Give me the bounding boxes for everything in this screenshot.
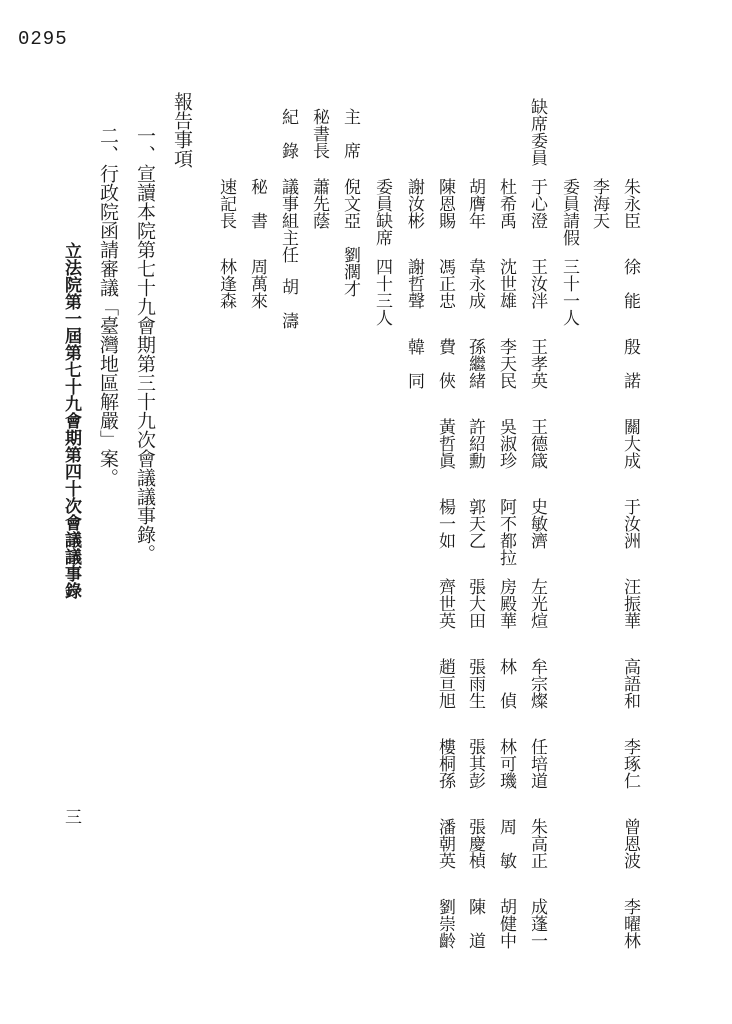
member-name: 王德箴: [527, 418, 547, 469]
secretary-title: 秘 書: [247, 178, 267, 229]
member-name: 吳淑珍: [496, 418, 516, 469]
member-name: 趙亘旭: [435, 658, 455, 709]
member-name: 李曜林: [620, 898, 640, 949]
member-name: 任培道: [527, 738, 547, 789]
member-name: 張其彭: [465, 738, 485, 789]
member-name: 于心澄: [527, 178, 547, 229]
member-name: 牟宗燦: [527, 658, 547, 709]
secretary-name: 周萬來: [247, 258, 267, 309]
member-name: 齊世英: [435, 578, 455, 629]
stenographer-name: 林逢森: [216, 258, 236, 309]
record-name: 胡 濤: [278, 278, 298, 329]
member-name: 胡健中: [496, 898, 516, 949]
member-name: 朱永臣: [620, 178, 640, 229]
report-item: 一、宣讀本院第七十九會期第三十九次會議議事錄。: [134, 126, 156, 563]
member-name: 楊一如: [435, 498, 455, 549]
absent-heading: 缺席委員: [527, 98, 547, 166]
secretary-general-name: 蕭先蔭: [309, 178, 329, 229]
member-name: 李天民: [496, 338, 516, 389]
member-name: 謝汝彬: [404, 178, 424, 229]
member-name: 李琢仁: [620, 738, 640, 789]
member-name: 左光煊: [527, 578, 547, 629]
member-name: 樓桐孫: [435, 738, 455, 789]
leave-label: 委員請假: [559, 178, 579, 246]
document-title: 立法院第一屆第七十九會期第四十次會議議事錄: [61, 242, 81, 599]
record-label: 紀 錄: [278, 108, 298, 159]
member-name: 殷 諾: [620, 338, 640, 389]
member-name: 孫繼緒: [465, 338, 485, 389]
member-name: 張大田: [465, 578, 485, 629]
report-heading: 報告事項: [171, 92, 193, 168]
member-name: 于汝洲: [620, 498, 640, 549]
member-name: 沈世雄: [496, 258, 516, 309]
member-name: 韓 同: [404, 338, 424, 389]
page-footer-number: 三: [61, 808, 81, 825]
leave-count: 三十一人: [559, 258, 579, 326]
member-name: 曾恩波: [620, 818, 640, 869]
member-name: 阿不都拉: [496, 498, 516, 566]
chair-names: 倪文亞 劉濶才: [340, 178, 360, 297]
member-name: 黃哲眞: [435, 418, 455, 469]
member-name: 林 偵: [496, 658, 516, 709]
member-name: 胡膺年: [465, 178, 485, 229]
member-name: 李海天: [589, 178, 609, 229]
member-name: 朱高正: [527, 818, 547, 869]
member-name: 王汝泮: [527, 258, 547, 309]
member-name: 史敏濟: [527, 498, 547, 549]
absent-count: 四十三人: [372, 258, 392, 326]
page-number: 0295: [18, 28, 68, 50]
member-name: 王孝英: [527, 338, 547, 389]
record-title: 議事組主任: [278, 178, 298, 263]
member-name: 高語和: [620, 658, 640, 709]
absent-label: 委員缺席: [372, 178, 392, 246]
member-name: 費 俠: [435, 338, 455, 389]
member-name: 馮正忠: [435, 258, 455, 309]
member-name: 關大成: [620, 418, 640, 469]
member-name: 成蓬一: [527, 898, 547, 949]
member-name: 房殿華: [496, 578, 516, 629]
member-name: 汪振華: [620, 578, 640, 629]
member-name: 郭天乙: [465, 498, 485, 549]
member-name: 許紹勳: [465, 418, 485, 469]
member-name: 杜希禹: [496, 178, 516, 229]
member-name: 林可璣: [496, 738, 516, 789]
secretary-general-label: 秘書長: [309, 108, 329, 159]
member-name: 陳恩賜: [435, 178, 455, 229]
member-name: 張雨生: [465, 658, 485, 709]
member-name: 周 敏: [496, 818, 516, 869]
member-name: 張慶楨: [465, 818, 485, 869]
member-name: 徐 能: [620, 258, 640, 309]
member-name: 謝哲聲: [404, 258, 424, 309]
member-name: 劉崇齡: [435, 898, 455, 949]
chair-label: 主 席: [340, 108, 360, 159]
report-item: 二、行政院函請審議「臺灣地區解嚴」案。: [97, 126, 119, 487]
member-name: 陳 道: [465, 898, 485, 949]
member-name: 潘朝英: [435, 818, 455, 869]
member-name: 韋永成: [465, 258, 485, 309]
stenographer-title: 速記長: [216, 178, 236, 229]
